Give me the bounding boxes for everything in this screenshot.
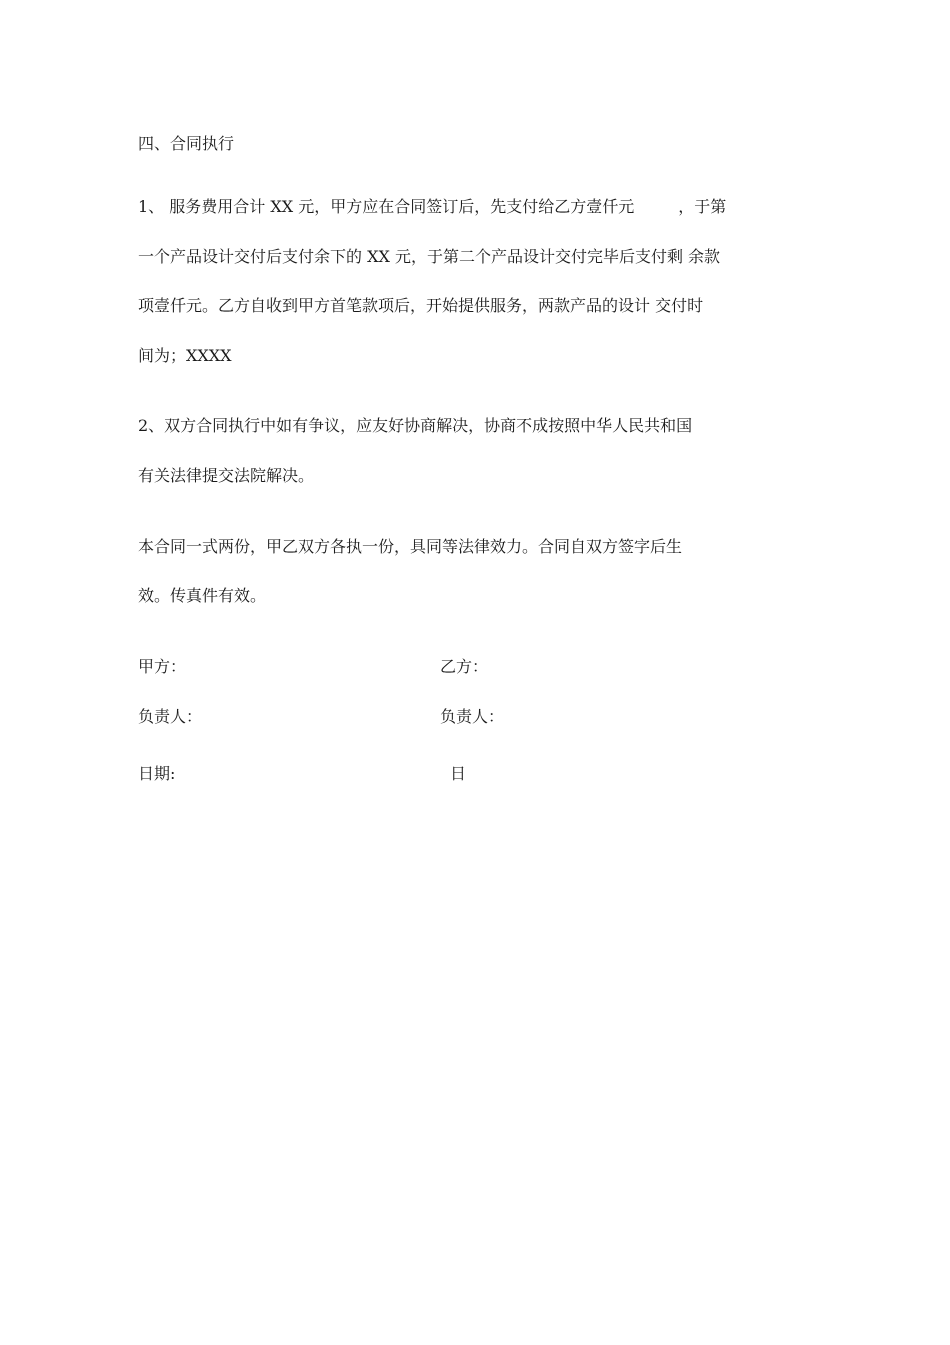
clause-1-line-1-text: 1、 服务费用合计 XX 元，甲方应在合同签订后，先支付给乙方壹仟元 — [138, 197, 635, 216]
clause-2-line-2: 有关法律提交法院解决。 — [138, 466, 315, 485]
clause-1-line-1 — [138, 197, 726, 217]
clause-1-line-1-tail: ，于第 — [678, 197, 727, 216]
clause-1-line-3: 项壹仟元。乙方自收到甲方首笔款项后，开始提供服务，两款产品的设计 交付时 — [138, 296, 704, 315]
section-heading: 四、合同执行 — [138, 134, 235, 153]
party-a-label: 甲方： — [138, 657, 187, 676]
day-label: 日 — [450, 764, 467, 783]
clause-2-line-1: 2、双方合同执行中如有争议，应友好协商解决，协商不成按照中华人民共和国 — [138, 416, 693, 435]
party-b-rep-label: 负责人： — [440, 707, 505, 726]
party-a-rep-label: 负责人： — [138, 707, 203, 726]
clause-1-line-2: 一个产品设计交付后支付余下的 XX 元，于第二个产品设计交付完毕后支付剩 余款 — [138, 247, 721, 266]
clause-1-line-4: 间为；XXXX — [138, 346, 232, 365]
closing-line-1: 本合同一式两份，甲乙双方各执一份，具同等法律效力。合同自双方签字后生 — [138, 537, 683, 556]
closing-line-2: 效。传真件有效。 — [138, 586, 267, 605]
party-b-label: 乙方： — [440, 657, 489, 676]
date-label: 日期: — [138, 764, 176, 783]
